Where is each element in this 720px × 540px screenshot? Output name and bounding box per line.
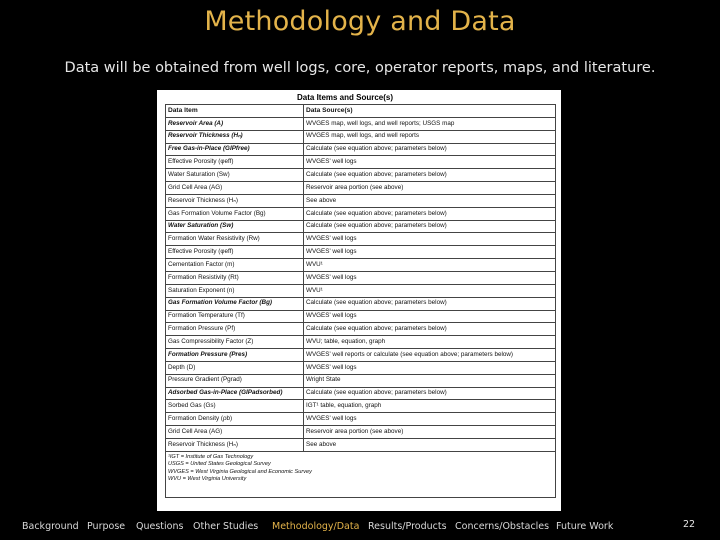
data-source-cell: Calculate (see equation above; parameters below) — [304, 207, 556, 220]
table-row — [166, 194, 556, 207]
table-row — [166, 130, 556, 143]
table-row — [166, 284, 556, 297]
data-items-table — [165, 104, 556, 498]
data-item-cell: Reservoir Thickness (Hₙ) — [166, 130, 304, 143]
data-item-cell: Formation Temperature (Tf) — [166, 310, 304, 323]
data-source-cell: Reservoir area portion (see above) — [304, 182, 556, 195]
data-source-cell: Calculate (see equation above; parameters below) — [304, 323, 556, 336]
page-number: 22 — [683, 519, 696, 530]
data-item-cell: Reservoir Area (A) — [166, 117, 304, 130]
data-item-cell: Water Saturation (Sw) — [166, 220, 304, 233]
data-item-cell: Water Saturation (Sw) — [166, 169, 304, 182]
table-row — [166, 271, 556, 284]
data-source-cell: Calculate (see equation above; parameters below) — [304, 220, 556, 233]
table-row — [166, 143, 556, 156]
data-source-cell: WVGES' well logs — [304, 413, 556, 426]
table-row — [166, 426, 556, 439]
data-item-cell: Reservoir Thickness (Hₙ) — [166, 194, 304, 207]
data-item-cell: Saturation Exponent (n) — [166, 284, 304, 297]
data-source-cell: Calculate (see equation above; parameters below) — [304, 143, 556, 156]
data-item-cell: Depth (D) — [166, 361, 304, 374]
data-item-cell: Formation Pressure (Pres) — [166, 349, 304, 362]
table-notes-row — [166, 451, 556, 497]
table-row — [166, 374, 556, 387]
data-source-cell: Reservoir area portion (see above) — [304, 426, 556, 439]
table-row — [166, 413, 556, 426]
data-source-cell: WVGES' well logs — [304, 271, 556, 284]
data-item-cell: Gas Formation Volume Factor (Bg) — [166, 297, 304, 310]
data-items-document — [157, 90, 561, 511]
nav-item-results-products[interactable]: Results/Products — [368, 521, 447, 532]
data-item-cell: Formation Water Resistivity (Rw) — [166, 233, 304, 246]
data-source-cell: WVGES map, well logs, and well reports; USGS map — [304, 117, 556, 130]
table-row — [166, 246, 556, 259]
data-source-cell: Calculate (see equation above; parameters below) — [304, 387, 556, 400]
data-item-cell: Pressure Gradient (Pgrad) — [166, 374, 304, 387]
data-item-cell: Formation Resistivity (Rt) — [166, 271, 304, 284]
table-row — [166, 220, 556, 233]
data-source-cell: WVU; table, equation, graph — [304, 336, 556, 349]
data-item-cell: Gas Formation Volume Factor (Bg) — [166, 207, 304, 220]
table-row — [166, 297, 556, 310]
data-source-cell: WVGES' well logs — [304, 310, 556, 323]
table-row — [166, 117, 556, 130]
slide-subtitle: Data will be obtained from well logs, core, operator reports, maps, and literature. — [64, 60, 656, 76]
data-item-cell: Adsorbed Gas-in-Place (GIPadsorbed) — [166, 387, 304, 400]
table-row — [166, 207, 556, 220]
slide-title: Methodology and Data — [204, 6, 516, 37]
data-item-cell: Effective Porosity (φeff) — [166, 156, 304, 169]
data-source-cell: WVGES map, well logs, and well reports — [304, 130, 556, 143]
table-row — [166, 156, 556, 169]
document-title: Data Items and Source(s) — [297, 93, 394, 102]
data-item-cell: Reservoir Thickness (Hₙ) — [166, 438, 304, 451]
table-row — [166, 323, 556, 336]
data-source-cell: WVGES' well logs — [304, 156, 556, 169]
note-line: ¹IGT = Institute of Gas Technology — [168, 453, 254, 460]
column-header-data-source: Data Source(s) — [304, 105, 556, 118]
nav-item-concerns-obstacles[interactable]: Concerns/Obstacles — [455, 521, 550, 532]
data-source-cell: See above — [304, 438, 556, 451]
data-item-cell: Gas Compressibility Factor (Z) — [166, 336, 304, 349]
table-notes — [166, 451, 556, 497]
note-line: USGS = United States Geological Survey — [168, 461, 271, 468]
note-line: WVGES = West Virginia Geological and Economic Survey — [168, 468, 312, 475]
data-item-cell: Grid Cell Area (AG) — [166, 426, 304, 439]
nav-item-questions[interactable]: Questions — [136, 521, 184, 532]
data-item-cell: Cementation Factor (m) — [166, 259, 304, 272]
nav-item-methodology-data[interactable]: Methodology/Data — [272, 521, 360, 532]
table-row — [166, 349, 556, 362]
table-row — [166, 259, 556, 272]
table-row — [166, 361, 556, 374]
column-header-data-item: Data Item — [166, 105, 304, 118]
data-source-cell: Calculate (see equation above; parameters below) — [304, 169, 556, 182]
nav-item-purpose[interactable]: Purpose — [87, 521, 126, 532]
table-row — [166, 400, 556, 413]
data-source-cell: Calculate (see equation above; parameters below) — [304, 297, 556, 310]
data-source-cell: IGT¹ table, equation, graph — [304, 400, 556, 413]
data-item-cell: Effective Porosity (φeff) — [166, 246, 304, 259]
table-header-row — [166, 105, 556, 118]
data-item-cell: Formation Pressure (Pf) — [166, 323, 304, 336]
table-row — [166, 169, 556, 182]
data-source-cell: WVGES' well logs — [304, 361, 556, 374]
nav-item-future-work[interactable]: Future Work — [556, 521, 614, 532]
data-source-cell: Wright State — [304, 374, 556, 387]
data-source-cell: WVGES' well reports or calculate (see equation above; parameters below) — [304, 349, 556, 362]
table-row — [166, 182, 556, 195]
data-item-cell: Free Gas-in-Place (GIPfree) — [166, 143, 304, 156]
data-source-cell: WVGES' well logs — [304, 233, 556, 246]
data-item-cell: Formation Density (ρb) — [166, 413, 304, 426]
data-source-cell: See above — [304, 194, 556, 207]
data-source-cell: WVU¹ — [304, 259, 556, 272]
note-line: WVU = West Virginia University — [168, 476, 247, 483]
table-row — [166, 387, 556, 400]
data-source-cell: WVU¹ — [304, 284, 556, 297]
table-row — [166, 233, 556, 246]
data-item-cell: Sorbed Gas (Gs) — [166, 400, 304, 413]
table-row — [166, 336, 556, 349]
table-row — [166, 310, 556, 323]
table-row — [166, 438, 556, 451]
nav-item-background[interactable]: Background — [22, 521, 79, 532]
data-source-cell: WVGES' well logs — [304, 246, 556, 259]
nav-item-other-studies[interactable]: Other Studies — [193, 521, 259, 532]
data-item-cell: Grid Cell Area (AG) — [166, 182, 304, 195]
